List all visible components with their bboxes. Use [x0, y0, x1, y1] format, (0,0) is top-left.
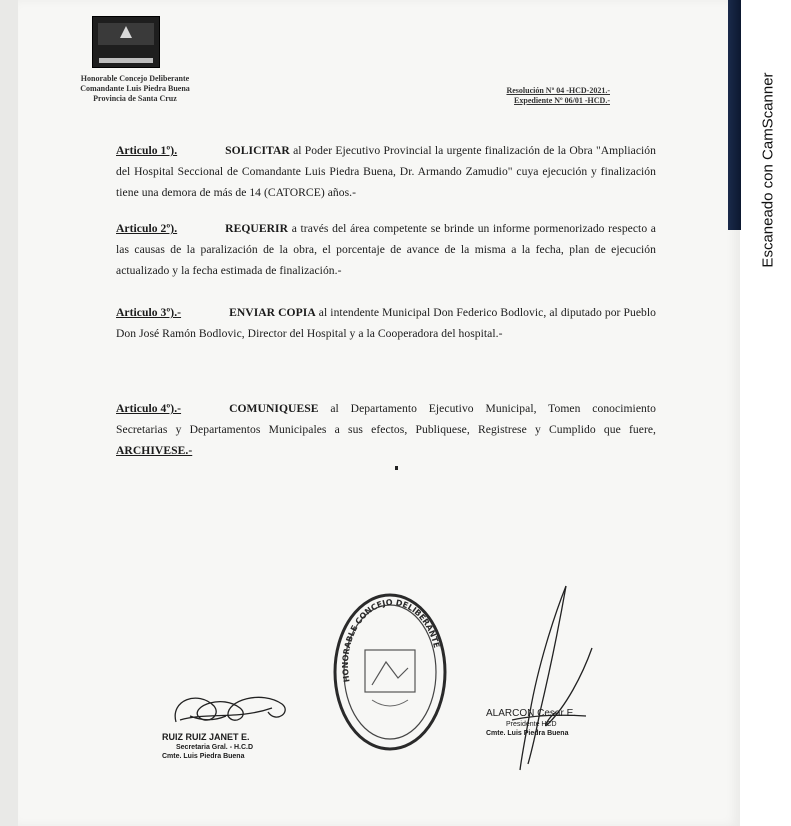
article-title: Articulo 1º). — [116, 144, 178, 157]
signer-place: Cmte. Luis Piedra Buena — [486, 730, 569, 737]
resolution-number: Resolución Nº 04 -HCD-2021.- — [506, 86, 610, 95]
article-text: a través del área competente se brinde un informe pormenorizado respecto a las causas de la paralización de la obra, el porcentaje de avance de la misma a la fecha, plan de ejecución actualizado y la fecha estimada de finalización.- — [116, 222, 657, 277]
article-verb: REQUERIR — [225, 222, 289, 235]
camscanner-watermark: Escaneado con CamScanner — [759, 72, 777, 268]
article-verb: SOLICITAR — [225, 144, 290, 157]
article-verb: COMUNIQUESE — [229, 402, 319, 415]
signer-name: RUIZ RUIZ JANET E. — [162, 732, 250, 742]
signer-role: Secretaria Gral. - H.C.D — [176, 744, 254, 751]
file-number: Expediente Nº 06/01 -HCD.- — [514, 96, 610, 105]
article-title: Articulo 2º). — [116, 222, 178, 235]
signer-name: ALARCON Cesar E. — [486, 708, 577, 719]
archive-closing: ARCHIVESE.- — [116, 444, 193, 457]
council-header-line: Provincia de Santa Cruz — [93, 94, 177, 103]
signature-block-president — [486, 708, 606, 738]
seal-text: HONORABLE CONCEJO DELIBERANTE — [340, 597, 442, 683]
council-header-line: Comandante Luis Piedra Buena — [80, 84, 190, 93]
signer-place: Cmte. Luis Piedra Buena — [162, 753, 245, 760]
left-signature-scrawl — [175, 697, 285, 722]
article-verb: ENVIAR COPIA — [229, 306, 316, 319]
article-title: Articulo 3º).- — [116, 306, 182, 319]
official-seal — [335, 595, 445, 749]
signer-role: Presidente HCD — [506, 721, 557, 728]
article-text: al intendente Municipal Don Federico Bodlovic, al diputado por Pueblo Don José Ramón Bodlovic, Director del Hospital y a la Cooperadora del hospital.- — [116, 306, 656, 340]
article-text: al Poder Ejecutivo Provincial la urgente finalización de la Obra "Ampliación del Hospital Seccional de Comandante Luis Piedra Buena, Dr. Armando Zamudio" cuya ejecución y finalización tiene una demora de más de 14 (CATORCE) años.- — [116, 144, 656, 199]
right-signature-scrawl — [512, 586, 592, 770]
signature-block-secretary — [162, 732, 292, 761]
council-header-line: Honorable Concejo Deliberante — [80, 74, 190, 83]
article-title: Articulo 4º).- — [116, 402, 182, 415]
article-text: al Departamento Ejecutivo Municipal, Tomen conocimiento Secretarias y Departamentos Municipales a sus efectos, Publiquese, Registrese y Cumplido que fuere, — [116, 402, 656, 436]
seal-emblem — [365, 650, 415, 692]
